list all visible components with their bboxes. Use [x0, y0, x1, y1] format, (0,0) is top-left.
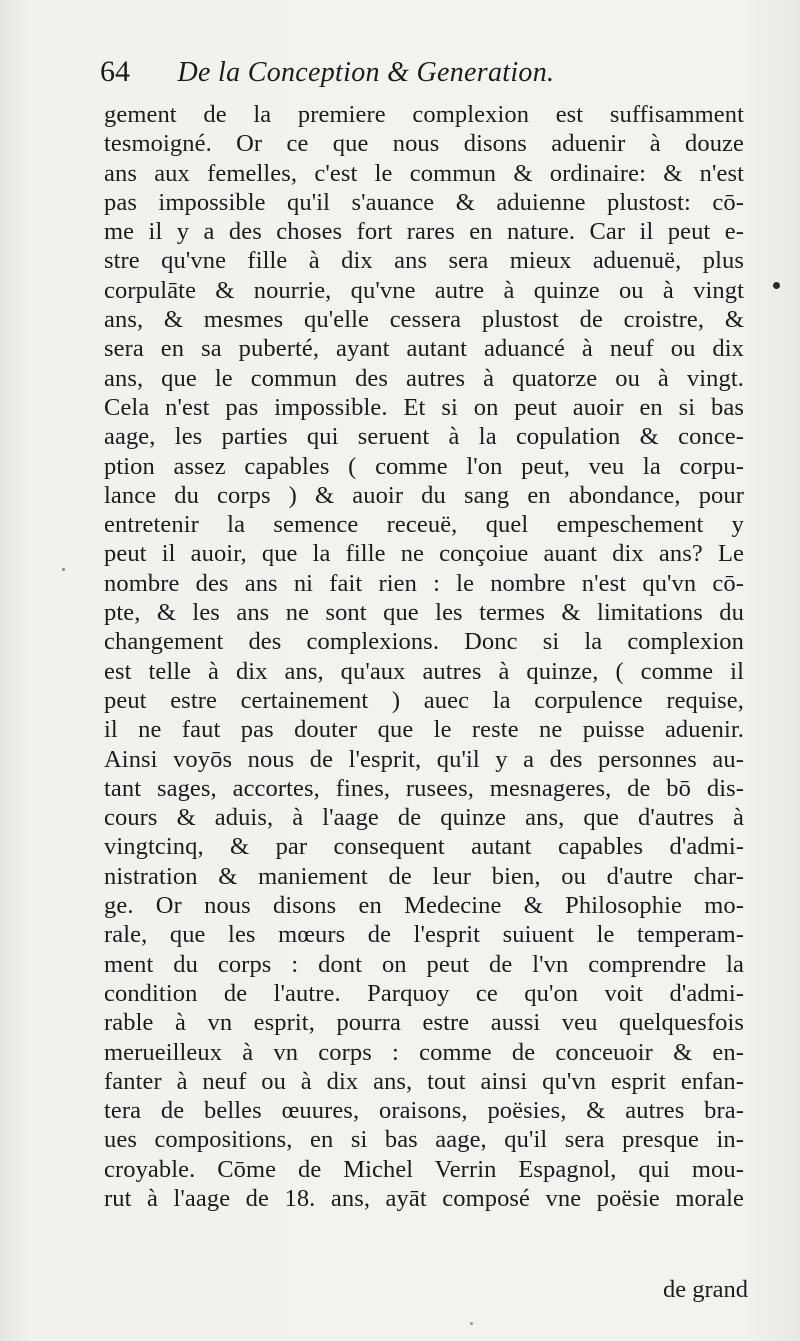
page-number: 64 — [100, 55, 130, 88]
text-line: fanter à neuf ou à dix ans, tout ainsi qu'vn esprit enfan- — [104, 1067, 744, 1095]
running-head-title: De la Conception & Generation. — [177, 57, 555, 88]
running-head — [100, 52, 740, 92]
text-line: nombre des ans ni fait rien : le nombre n'est qu'vn cō- — [104, 569, 744, 597]
text-line: il ne faut pas douter que le reste ne puisse aduenir. — [104, 716, 744, 744]
text-line: ans, que le commun des autres à quatorze ou à vingt. — [104, 364, 744, 392]
catchword: de grand — [662, 1276, 748, 1303]
text-line: vingtcinq, & par consequent autant capables d'admi- — [104, 833, 744, 861]
text-line: merueilleux à vn corps : comme de conceuoir & en- — [104, 1038, 744, 1066]
text-line: peut il auoir, que la fille ne conçoiue auant dix ans? Le — [104, 540, 744, 568]
text-line: sera en sa puberté, ayant autant aduancé à neuf ou dix — [104, 335, 744, 363]
text-line: ge. Or nous disons en Medecine & Philosophie mo- — [104, 892, 744, 920]
text-line: me il y a des choses fort rares en nature. Car il peut e- — [104, 218, 744, 246]
text-line: cours & aduis, à l'aage de quinze ans, que d'autres à — [104, 804, 744, 832]
text-line: entretenir la semence receuë, quel empeschement y — [104, 511, 744, 539]
body-text — [104, 100, 744, 1213]
text-line: ans, & mesmes qu'elle cessera plustost de croistre, & — [104, 306, 744, 334]
text-line: nistration & maniement de leur bien, ou d'autre char- — [104, 862, 744, 890]
text-line: croyable. Cōme de Michel Verrin Espagnol, qui mou- — [104, 1155, 744, 1183]
text-line: rale, que les mœurs de l'esprit suiuent le temperam- — [104, 921, 744, 949]
text-line: rut à l'aage de 18. ans, ayāt composé vne poësie morale — [104, 1184, 744, 1212]
text-line: lance du corps ) & auoir du sang en abondance, pour — [104, 481, 744, 509]
text-line: tera de belles œuures, oraisons, poësies, & autres bra- — [104, 1097, 744, 1125]
text-line: Cela n'est pas impossible. Et si on peut auoir en si bas — [104, 393, 744, 421]
ink-speck — [470, 1322, 473, 1325]
text-line: changement des complexions. Donc si la complexion — [104, 628, 744, 656]
text-line: stre qu'vne fille à dix ans sera mieux aduenuë, plus — [104, 247, 744, 275]
text-line: est telle à dix ans, qu'aux autres à quinze, ( comme il — [104, 657, 744, 685]
ink-speck — [62, 568, 65, 571]
text-line: ues compositions, en si bas aage, qu'il sera presque in- — [104, 1126, 744, 1154]
text-line: aage, les parties qui seruent à la copulation & conce- — [104, 423, 744, 451]
text-line: ment du corps : dont on peut de l'vn comprendre la — [104, 950, 744, 978]
text-line: pte, & les ans ne sont que les termes & limitations du — [104, 599, 744, 627]
text-line: pas impossible qu'il s'auance & aduienne plustost: cō- — [104, 188, 744, 216]
text-line: tant sages, accortes, fines, rusees, mesnageres, de bō dis- — [104, 774, 744, 802]
text-line: gement de la premiere complexion est suffisamment — [104, 101, 744, 128]
text-line: condition de l'autre. Parquoy ce qu'on voit d'admi- — [104, 979, 744, 1007]
text-line: peut estre certainement ) auec la corpulence requise, — [104, 686, 744, 714]
text-line: ption assez capables ( comme l'on peut, veu la corpu- — [104, 452, 744, 480]
text-line: tesmoigné. Or ce que nous disons aduenir à douze — [104, 130, 744, 158]
text-line: ans aux femelles, c'est le commun & ordinaire: & n'est — [104, 159, 744, 187]
text-line: rable à vn esprit, pourra estre aussi veu quelquesfois — [104, 1009, 744, 1037]
text-line: Ainsi voyōs nous de l'esprit, qu'il y a des personnes au- — [104, 745, 744, 773]
text-line: corpulāte & nourrie, qu'vne autre à quinze ou à vingt — [104, 276, 744, 304]
ink-speck — [773, 282, 780, 289]
